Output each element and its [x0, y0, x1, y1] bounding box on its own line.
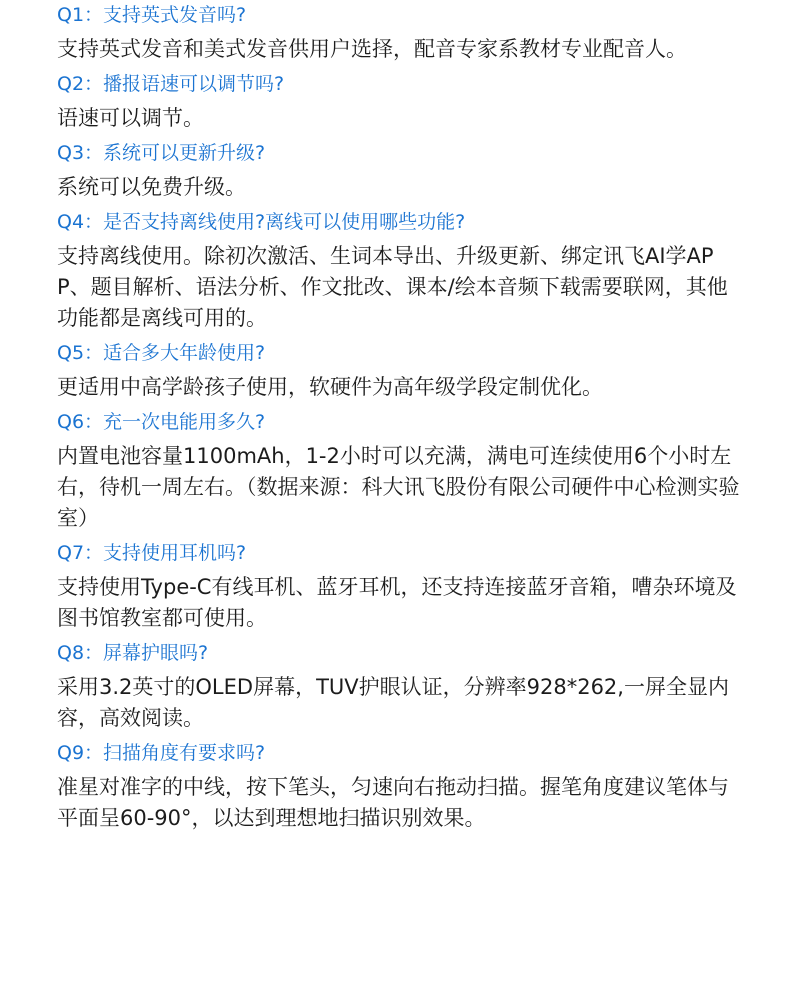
faq-answer: 采用3.2英寸的OLED屏幕，TUV护眼认证，分辨率928*262,一屏全显内容，高效阅读。 [57, 675, 729, 730]
faq-item-q6 [57, 407, 747, 534]
faq-question: Q3：系统可以更新升级? [57, 142, 266, 164]
faq-question: Q9：扫描角度有要求吗? [57, 742, 266, 764]
faq-answer: 语速可以调节。 [57, 106, 204, 130]
faq-answer: 系统可以免费升级。 [57, 175, 246, 199]
faq-answer: 支持英式发音和美式发音供用户选择，配音专家系教材专业配音人。 [57, 37, 687, 61]
faq-list [57, 0, 747, 838]
faq-answer: 内置电池容量1100mAh，1-2小时可以充满，满电可连续使用6个小时左右，待机一周左右。（数据来源：科大讯飞股份有限公司硬件中心检测实验室） [57, 444, 740, 530]
faq-item-q5 [57, 338, 747, 403]
faq-item-q2 [57, 69, 747, 134]
faq-item-q1 [57, 0, 747, 65]
faq-answer: 更适用中高学龄孩子使用，软硬件为高年级学段定制优化。 [57, 375, 603, 399]
faq-question: Q2：播报语速可以调节吗? [57, 73, 285, 95]
faq-question: Q4：是否支持离线使用?离线可以使用哪些功能? [57, 211, 466, 233]
faq-question: Q6：充一次电能用多久? [57, 411, 266, 433]
faq-answer: 准星对准字的中线，按下笔头，匀速向右拖动扫描。握笔角度建议笔体与平面呈60-90°，以达到理想地扫描识别效果。 [57, 775, 729, 830]
faq-item-q3 [57, 138, 747, 203]
faq-question: Q7：支持使用耳机吗? [57, 542, 247, 564]
faq-item-q8 [57, 638, 747, 734]
faq-question: Q5：适合多大年龄使用? [57, 342, 266, 364]
faq-question: Q1：支持英式发音吗? [57, 4, 247, 26]
faq-item-q9 [57, 738, 747, 834]
faq-answer: 支持离线使用。除初次激活、生词本导出、升级更新、绑定讯飞AI学APP、题目解析、语法分析、作文批改、课本/绘本音频下载需要联网，其他功能都是离线可用的。 [57, 244, 728, 330]
faq-item-q7 [57, 538, 747, 634]
faq-question: Q8：屏幕护眼吗? [57, 642, 209, 664]
faq-answer: 支持使用Type-C有线耳机、蓝牙耳机，还支持连接蓝牙音箱，嘈杂环境及图书馆教室都可使用。 [57, 575, 737, 630]
faq-item-q4 [57, 207, 747, 334]
